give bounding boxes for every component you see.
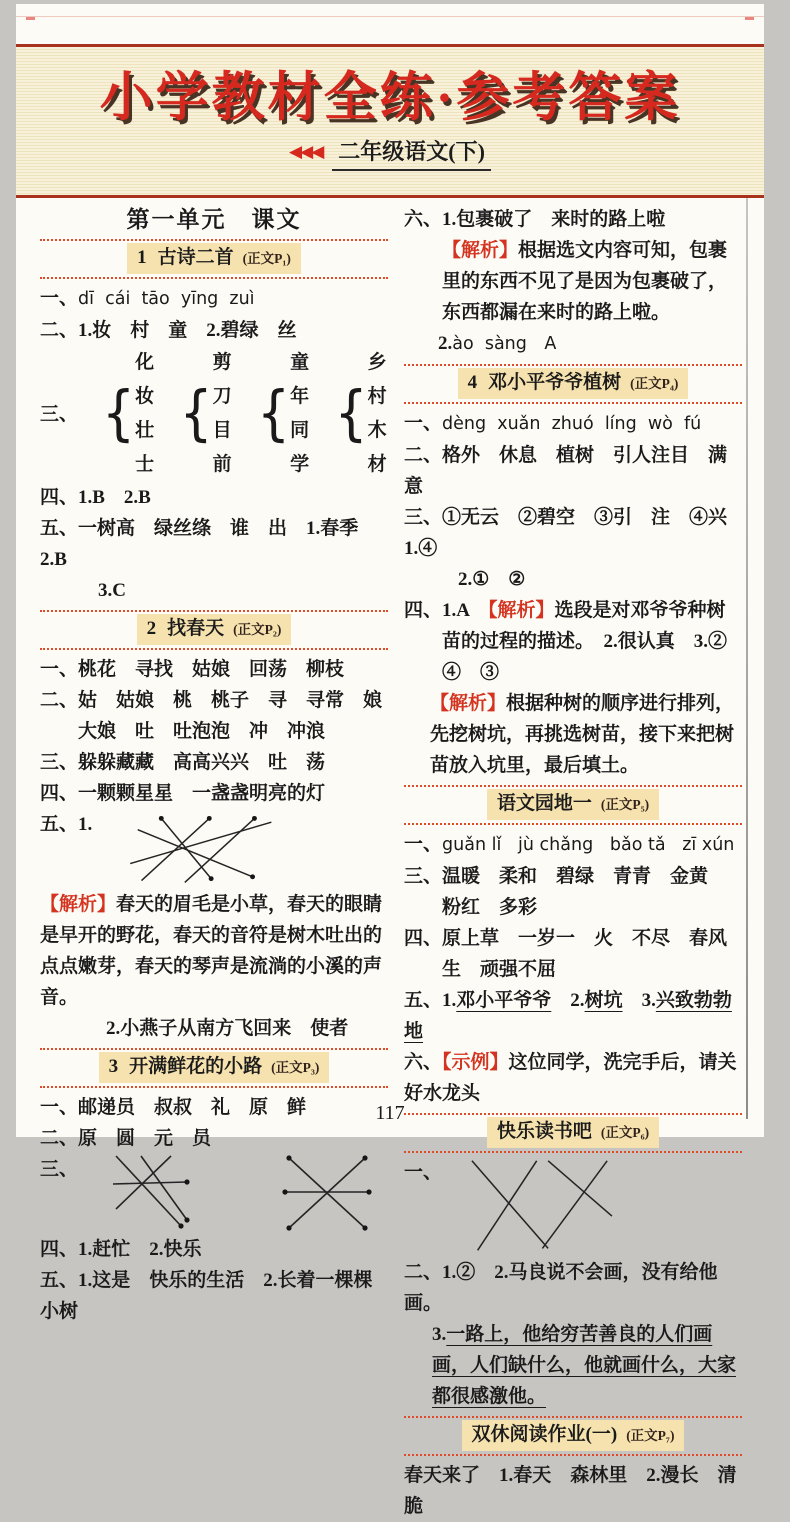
answer-line: 五、1.邓小平爷爷 2.树坑 3.兴致勃勃地 — [404, 990, 732, 1042]
brace-icon: { — [257, 379, 291, 449]
registration-mark — [26, 17, 35, 20]
section-number: 2 — [146, 618, 157, 639]
pinyin-text: guǎn lǐ jù chǎng bǎo tǎ zī xún — [442, 835, 735, 855]
pinyin-text: ào sàng A — [452, 334, 557, 354]
answer-paragraph: 3.一路上，他给穷苦善良的人们画画，人们缺什么，他就画什么，大家都很感激他。 — [432, 1324, 737, 1407]
brace-groups-row — [40, 346, 388, 482]
underlined-answer: 树坑 — [584, 990, 623, 1011]
book-title: 小学教材全练·参考答案 — [99, 69, 681, 127]
brace-group: { 剪刀 目前 — [179, 352, 232, 475]
answer-line: 三、温暖 柔和 碧绿 青青 金黄 粉红 多彩 — [404, 866, 728, 918]
answer-line: 四、1.赶忙 2.快乐 — [40, 1239, 202, 1260]
answer-line: 2.ào sàng A — [438, 333, 557, 354]
matching-exercise-row — [40, 809, 388, 889]
answer-line: 三、躲躲藏藏 高高兴兴 吐 荡 — [40, 752, 326, 773]
section-number: 4 — [467, 372, 478, 393]
section-page-ref: (正文P₆) — [600, 1125, 650, 1140]
matching-exercise-row — [40, 1154, 388, 1234]
item-label: 三、 — [40, 1159, 79, 1180]
section-page-ref: (正文P₁) — [242, 251, 291, 266]
unit-heading: 第一单元 课文 — [126, 207, 302, 232]
brace-group: { 化妆 壮士 — [102, 352, 155, 475]
page-edge-shadow — [746, 179, 748, 1119]
answer-line: 3.C — [98, 580, 126, 601]
answer-line: 四、1.B 2.B — [40, 487, 151, 508]
section-page-ref: (正文P₂) — [233, 622, 282, 637]
page-number: 117 — [375, 1102, 405, 1124]
paper — [16, 4, 764, 1517]
scan-artifact-line — [16, 16, 764, 17]
grade-subtitle-row — [16, 135, 764, 171]
grade-subtitle: 二年级语文(下) — [332, 135, 491, 171]
section-page-ref: (正文P₃) — [271, 1060, 320, 1075]
answer-line: 六、【示例】这位同学，洗完手后，请关好水龙头 — [404, 1052, 737, 1104]
brace-icon: { — [179, 379, 213, 449]
section-title: 开满鲜花的小路 — [129, 1056, 263, 1077]
answer-line: 二、原 圆 元 员 — [40, 1128, 212, 1149]
answer-line: 五、一树高 绿丝绦 谁 出 1.春季 2.B — [40, 518, 378, 570]
answer-line: 三、①无云 ②碧空 ③引 注 ④兴 1.④ — [404, 507, 747, 559]
answer-line: 一、邮递员 叔叔 礼 原 鲜 — [40, 1097, 307, 1118]
analysis-marker: 【解析】 — [487, 600, 555, 621]
section-number: 3 — [108, 1056, 119, 1077]
section-header-1 — [40, 239, 388, 279]
matching-exercise-row — [404, 1157, 742, 1257]
registration-mark — [745, 17, 754, 20]
answer-line: 一、dī cái tāo yīng zuì — [40, 288, 255, 309]
section-title: 找春天 — [167, 618, 225, 639]
section-header-2 — [40, 610, 388, 650]
two-column-content — [40, 204, 747, 1522]
section-header-3 — [40, 1048, 388, 1088]
answer-line: 四、原上草 一岁一 火 不尽 春风 生 顽强不屈 — [404, 928, 747, 980]
analysis-paragraph: 【解析】根据种树的顺序进行排列，先挖树坑，再挑选树苗，接下来把树苗放入坑里，最后填土。 — [430, 693, 735, 776]
answer-line: 二、格外 休息 植树 引人注目 满意 — [404, 445, 728, 497]
section-page-ref: (正文P₅) — [600, 797, 650, 812]
analysis-marker: 【解析】 — [442, 240, 519, 261]
matching-lines-figure — [110, 1154, 222, 1234]
answer-paragraph: 四、1.A 【解析】选段是对邓爷爷种树苗的过程的描述。 2.很认真 3.② ④ ③ — [404, 600, 747, 683]
answer-line: 二、1.② 2.马良说不会画，没有给他画。 — [404, 1262, 718, 1314]
item-label: 三、 — [40, 403, 79, 425]
right-column — [404, 204, 747, 1522]
answer-line: 一、guǎn lǐ jù chǎng bǎo tǎ zī xún — [404, 834, 735, 855]
underlined-answer: 兴致勃勃地 — [404, 990, 732, 1042]
section-title: 邓小平爷爷植树 — [488, 372, 622, 393]
section-title: 语文园地一 — [496, 793, 592, 814]
brace-group: { 童年 同学 — [257, 352, 310, 475]
answer-line: 一、dèng xuǎn zhuó líng wò fú — [404, 413, 702, 434]
analysis-paragraph: 【解析】春天的眉毛是小草，春天的眼睛是早开的野花，春天的音符是树木吐出的点点嫩芽，春天的琴声是流淌的小溪的声音。 — [40, 894, 383, 1008]
title-banner — [16, 44, 764, 198]
section-page-ref: (正文P₄) — [630, 376, 679, 391]
answer-line: 一、桃花 寻找 姑娘 回荡 柳枝 — [40, 659, 345, 680]
answer-line: 二、姑 姑娘 桃 桃子 寻 寻常 娘 大娘 吐 吐泡泡 冲 冲浪 — [40, 690, 402, 742]
triple-left-arrows-icon: ◀◀◀ — [289, 142, 323, 162]
analysis-marker: 【解析】 — [40, 894, 117, 915]
answer-paragraph: 六、1.包裹破了 来时的路上啦 【解析】根据选文内容可知，包裹里的东西不见了是因为包裹破了，东西都漏在来时的路上啦。 — [404, 209, 728, 323]
brace-icon: { — [102, 379, 136, 449]
answer-line: 春天来了 1.春天 森林里 2.漫长 清脆 — [404, 1465, 737, 1517]
section-title: 双休阅读作业(一) — [471, 1424, 618, 1445]
matching-lines-figure — [98, 809, 313, 889]
section-page-ref: (正文P₇) — [626, 1428, 675, 1443]
item-label: 五、1. — [40, 814, 93, 835]
matching-lines-figure — [448, 1157, 633, 1257]
answer-line: 四、一颗颗星星 一盏盏明亮的灯 — [40, 783, 326, 804]
underlined-answer: 一路上，他给穷苦善良的人们画画，人们缺什么，他就画什么，大家都很感激他。 — [432, 1324, 737, 1407]
section-header-5 — [404, 785, 742, 825]
item-label: 一、 — [404, 1162, 443, 1183]
example-marker: 【示例】 — [442, 1052, 509, 1073]
answer-line: 2.小燕子从南方飞回来 使者 — [106, 1018, 349, 1039]
section-title: 快乐读书吧 — [496, 1121, 592, 1142]
pinyin-text: dī cái tāo yīng zuì — [78, 289, 255, 309]
answer-line: 二、1.妆 村 童 2.碧绿 丝 — [40, 320, 297, 341]
section-header-4 — [404, 364, 742, 404]
section-header-7 — [404, 1416, 742, 1456]
analysis-marker: 【解析】 — [430, 693, 507, 714]
section-number: 1 — [137, 247, 147, 268]
pinyin-text: dèng xuǎn zhuó líng wò fú — [442, 414, 702, 434]
matching-lines-figure — [276, 1154, 388, 1234]
section-title: 古诗二首 — [157, 247, 234, 268]
brace-group: { 乡村 木材 — [334, 352, 387, 475]
answer-line: 2.① ② — [458, 569, 526, 590]
answer-line: 五、1.这是 快乐的生活 2.长着一棵棵小树 — [40, 1270, 373, 1322]
underlined-answer: 邓小平爷爷 — [456, 990, 552, 1011]
brace-icon: { — [334, 379, 368, 449]
